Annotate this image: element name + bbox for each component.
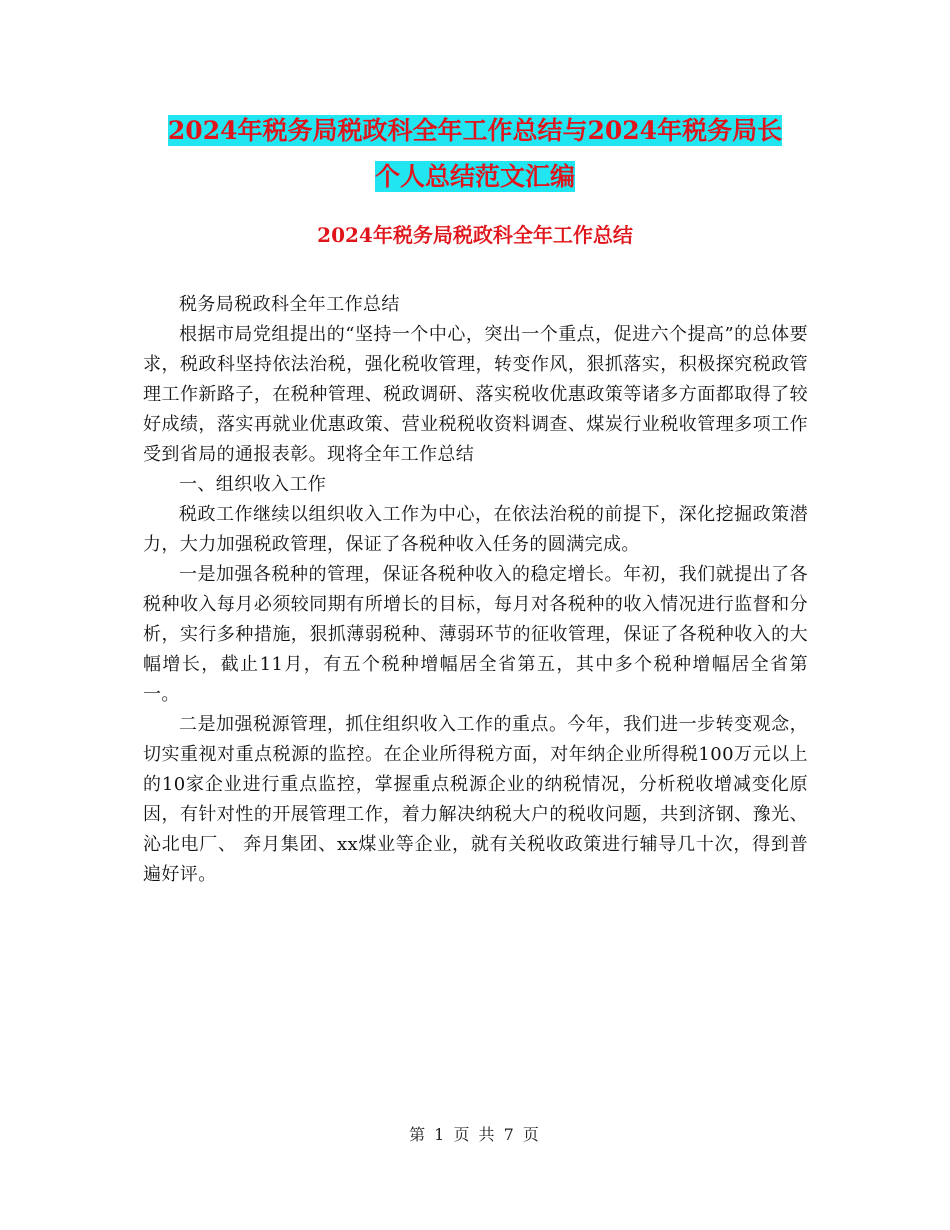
document-body xyxy=(143,290,808,890)
paragraph-intro: 根据市局党组提出的“坚持一个中心，突出一个重点，促进六个提高”的总体要求，税政科坚持依法治税，强化税收管理，转变作风，狠抓落实，积极探究税政管理工作新路子，在税种管理、税政调研、落实税收优惠政策等诸多方面都取得了较好成绩，落实再就业优惠政策、营业税税收资料调查、煤炭行业税收管理多项工作受到省局的通报表彰。现将全年工作总结 xyxy=(143,324,808,465)
paragraph-section-heading: 一、组织收入工作 xyxy=(179,474,327,495)
section-title: 2024年税务局税政科全年工作总结 xyxy=(317,223,633,247)
paragraph: 一是加强各税种的管理，保证各税种收入的稳定增长。年初，我们就提出了各税种收入每月必须较同期有所增长的目标，每月对各税种的收入情况进行监督和分析，实行多种措施，狠抓薄弱税种、薄弱环节的征收管理，保证了各税种收入的大幅增长，截止11月，有五个税种增幅居全省第五，其中多个税种增幅居全省第一。 xyxy=(143,564,808,705)
document-title xyxy=(0,108,950,200)
paragraph-heading: 税务局税政科全年工作总结 xyxy=(179,294,400,315)
paragraph: 税政工作继续以组织收入工作为中心，在依法治税的前提下，深化挖掘政策潜力，大力加强税政管理，保证了各税种收入任务的圆满完成。 xyxy=(143,504,808,555)
document-title-line-1: 2024年税务局税政科全年工作总结与2024年税务局长 xyxy=(167,116,783,145)
page-number-footer: 第 1 页 共 7 页 xyxy=(409,1125,541,1144)
paragraph: 二是加强税源管理，抓住组织收入工作的重点。今年，我们进一步转变观念，切实重视对重点税源的监控。在企业所得税方面，对年纳企业所得税100万元以上的10家企业进行重点监控，掌握重点税源企业的纳税情况，分析税收增减变化原因，有针对性的开展管理工作，着力解决纳税大户的税收问题，共到济钢、豫光、沁北电厂、 奔月集团、xx煤业等企业，就有关税收政策进行辅导几十次，得到普遍好评。 xyxy=(143,714,808,885)
document-title-line-2: 个人总结范文汇编 xyxy=(374,162,575,191)
